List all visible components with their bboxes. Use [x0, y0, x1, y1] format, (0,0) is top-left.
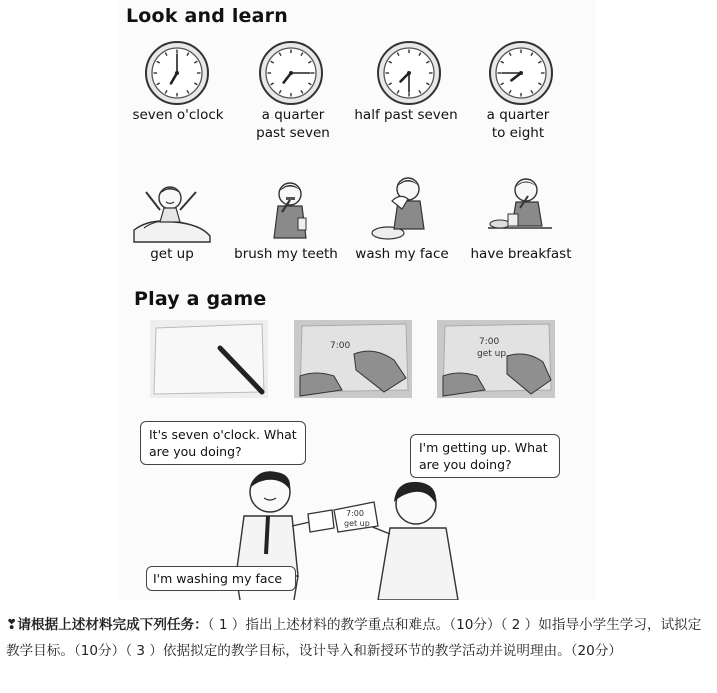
clock-icon	[376, 40, 442, 106]
task-body: （ 1 ）指出上述材料的教学重点和难点。（10分）（ 2 ）如指导小学生学习，试拟定教学目标。（10分）（ 3 ）依据拟定的教学目标，设计导入和新授环节的教学活动并说明理由。（20分）	[6, 617, 702, 659]
writing-time-on-card-photo	[294, 320, 412, 398]
action-caption: get up	[150, 246, 194, 262]
clock-caption: half past seven	[354, 107, 458, 123]
svg-text:7:00: 7:00	[346, 509, 364, 518]
photo-2-card-text: 7:00	[330, 341, 351, 351]
boy-waking-up-picture	[130, 178, 215, 244]
clock-caption: a quarter past seven	[256, 107, 330, 141]
task-lead: 请根据上述材料完成下列任务：	[17, 617, 208, 633]
bottom-speech-bubble: I'm washing my face	[146, 566, 296, 591]
svg-text:get up: get up	[477, 349, 507, 359]
boy-eating-breakfast-picture	[486, 176, 554, 242]
clock-caption: seven o'clock	[132, 107, 224, 123]
look-and-learn-heading: Look and learn	[126, 5, 288, 27]
play-a-game-heading: Play a game	[134, 288, 267, 310]
boy-answering-picture	[330, 474, 466, 600]
action-caption: have breakfast	[470, 246, 572, 262]
boy-brushing-teeth-picture	[260, 178, 320, 240]
task-instructions	[6, 612, 712, 664]
blank-card-and-pen-photo	[150, 320, 268, 398]
writing-activity-on-card-photo	[437, 320, 555, 398]
boy-right-speech-bubble: I'm getting up. What are you doing?	[410, 434, 560, 478]
action-caption: wash my face	[355, 246, 449, 262]
boy-washing-face-picture	[368, 173, 434, 243]
clock-icon	[144, 40, 210, 106]
svg-text:get up: get up	[344, 519, 370, 528]
clock-icon	[258, 40, 324, 106]
clock-icon	[488, 40, 554, 106]
boy-left-speech-bubble: It's seven o'clock. What are you doing?	[140, 421, 306, 465]
clock-caption: a quarter to eight	[486, 107, 550, 141]
action-caption: brush my teeth	[234, 246, 338, 262]
pin-icon: ❣	[6, 617, 18, 633]
svg-text:7:00: 7:00	[479, 337, 500, 347]
